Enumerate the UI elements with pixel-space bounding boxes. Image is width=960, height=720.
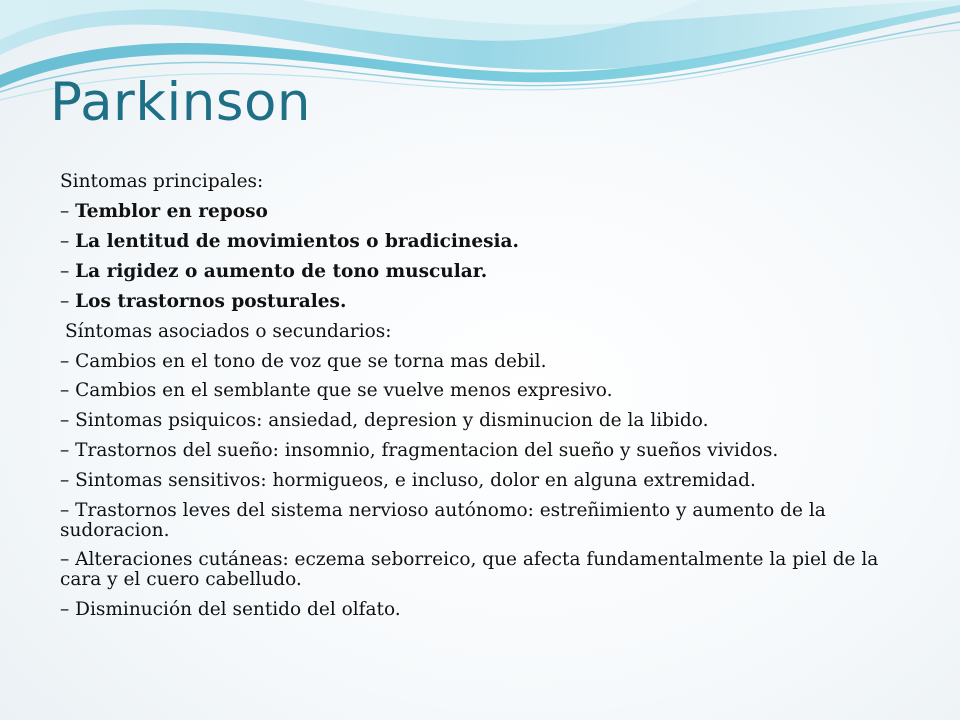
body-line-text: Sintomas principales: [60, 171, 264, 192]
body-line [60, 441, 905, 460]
body-line [60, 232, 905, 251]
body-line-text: – Alteraciones cutáneas: eczema seborreico, que afecta fundamentalmente la piel de la cara y el cuero cabelludo. [60, 549, 879, 590]
body-line [60, 411, 905, 430]
body-line-text: – [60, 200, 76, 222]
body-line [60, 381, 905, 400]
body-line-text: – Cambios en el semblante que se vuelve menos expresivo. [60, 380, 613, 402]
body-line-text: Síntomas asociados o secundarios: [65, 320, 392, 342]
slide-body [60, 172, 905, 630]
body-line-bold-text: La rigidez o aumento de tono muscular. [75, 260, 488, 282]
body-line-text: – Cambios en el tono de voz que se torna mas debil. [60, 350, 547, 372]
body-line [60, 501, 905, 540]
body-line [60, 262, 905, 281]
slide-title: Parkinson [50, 72, 311, 133]
body-line-text: – [60, 260, 76, 282]
body-line-bold-text: Temblor en reposo [75, 200, 268, 222]
body-line-text: – [60, 290, 76, 312]
body-line-text: – Sintomas sensitivos: hormigueos, e incluso, dolor en alguna extremidad. [60, 470, 756, 492]
body-line-text: – Disminución del sentido del olfato. [60, 598, 401, 620]
body-line [60, 172, 905, 191]
body-line [60, 600, 905, 619]
body-line [60, 202, 905, 221]
body-line-text: – Trastornos del sueño: insomnio, fragmentacion del sueño y sueños vividos. [60, 440, 779, 462]
body-line-text: – Trastornos leves del sistema nervioso autónomo: estreñimiento y aumento de la sudoracion. [60, 500, 826, 541]
body-line-bold-text: La lentitud de movimientos o bradicinesia. [75, 230, 519, 252]
body-line-bold-text: Los trastornos posturales. [75, 290, 347, 312]
body-line [60, 322, 905, 341]
body-line-text: – [60, 230, 76, 252]
body-line [60, 292, 905, 311]
body-line-text: – Sintomas psiquicos: ansiedad, depresion y disminucion de la libido. [60, 410, 709, 432]
body-line [60, 352, 905, 371]
body-line [60, 471, 905, 490]
body-line [60, 550, 905, 589]
